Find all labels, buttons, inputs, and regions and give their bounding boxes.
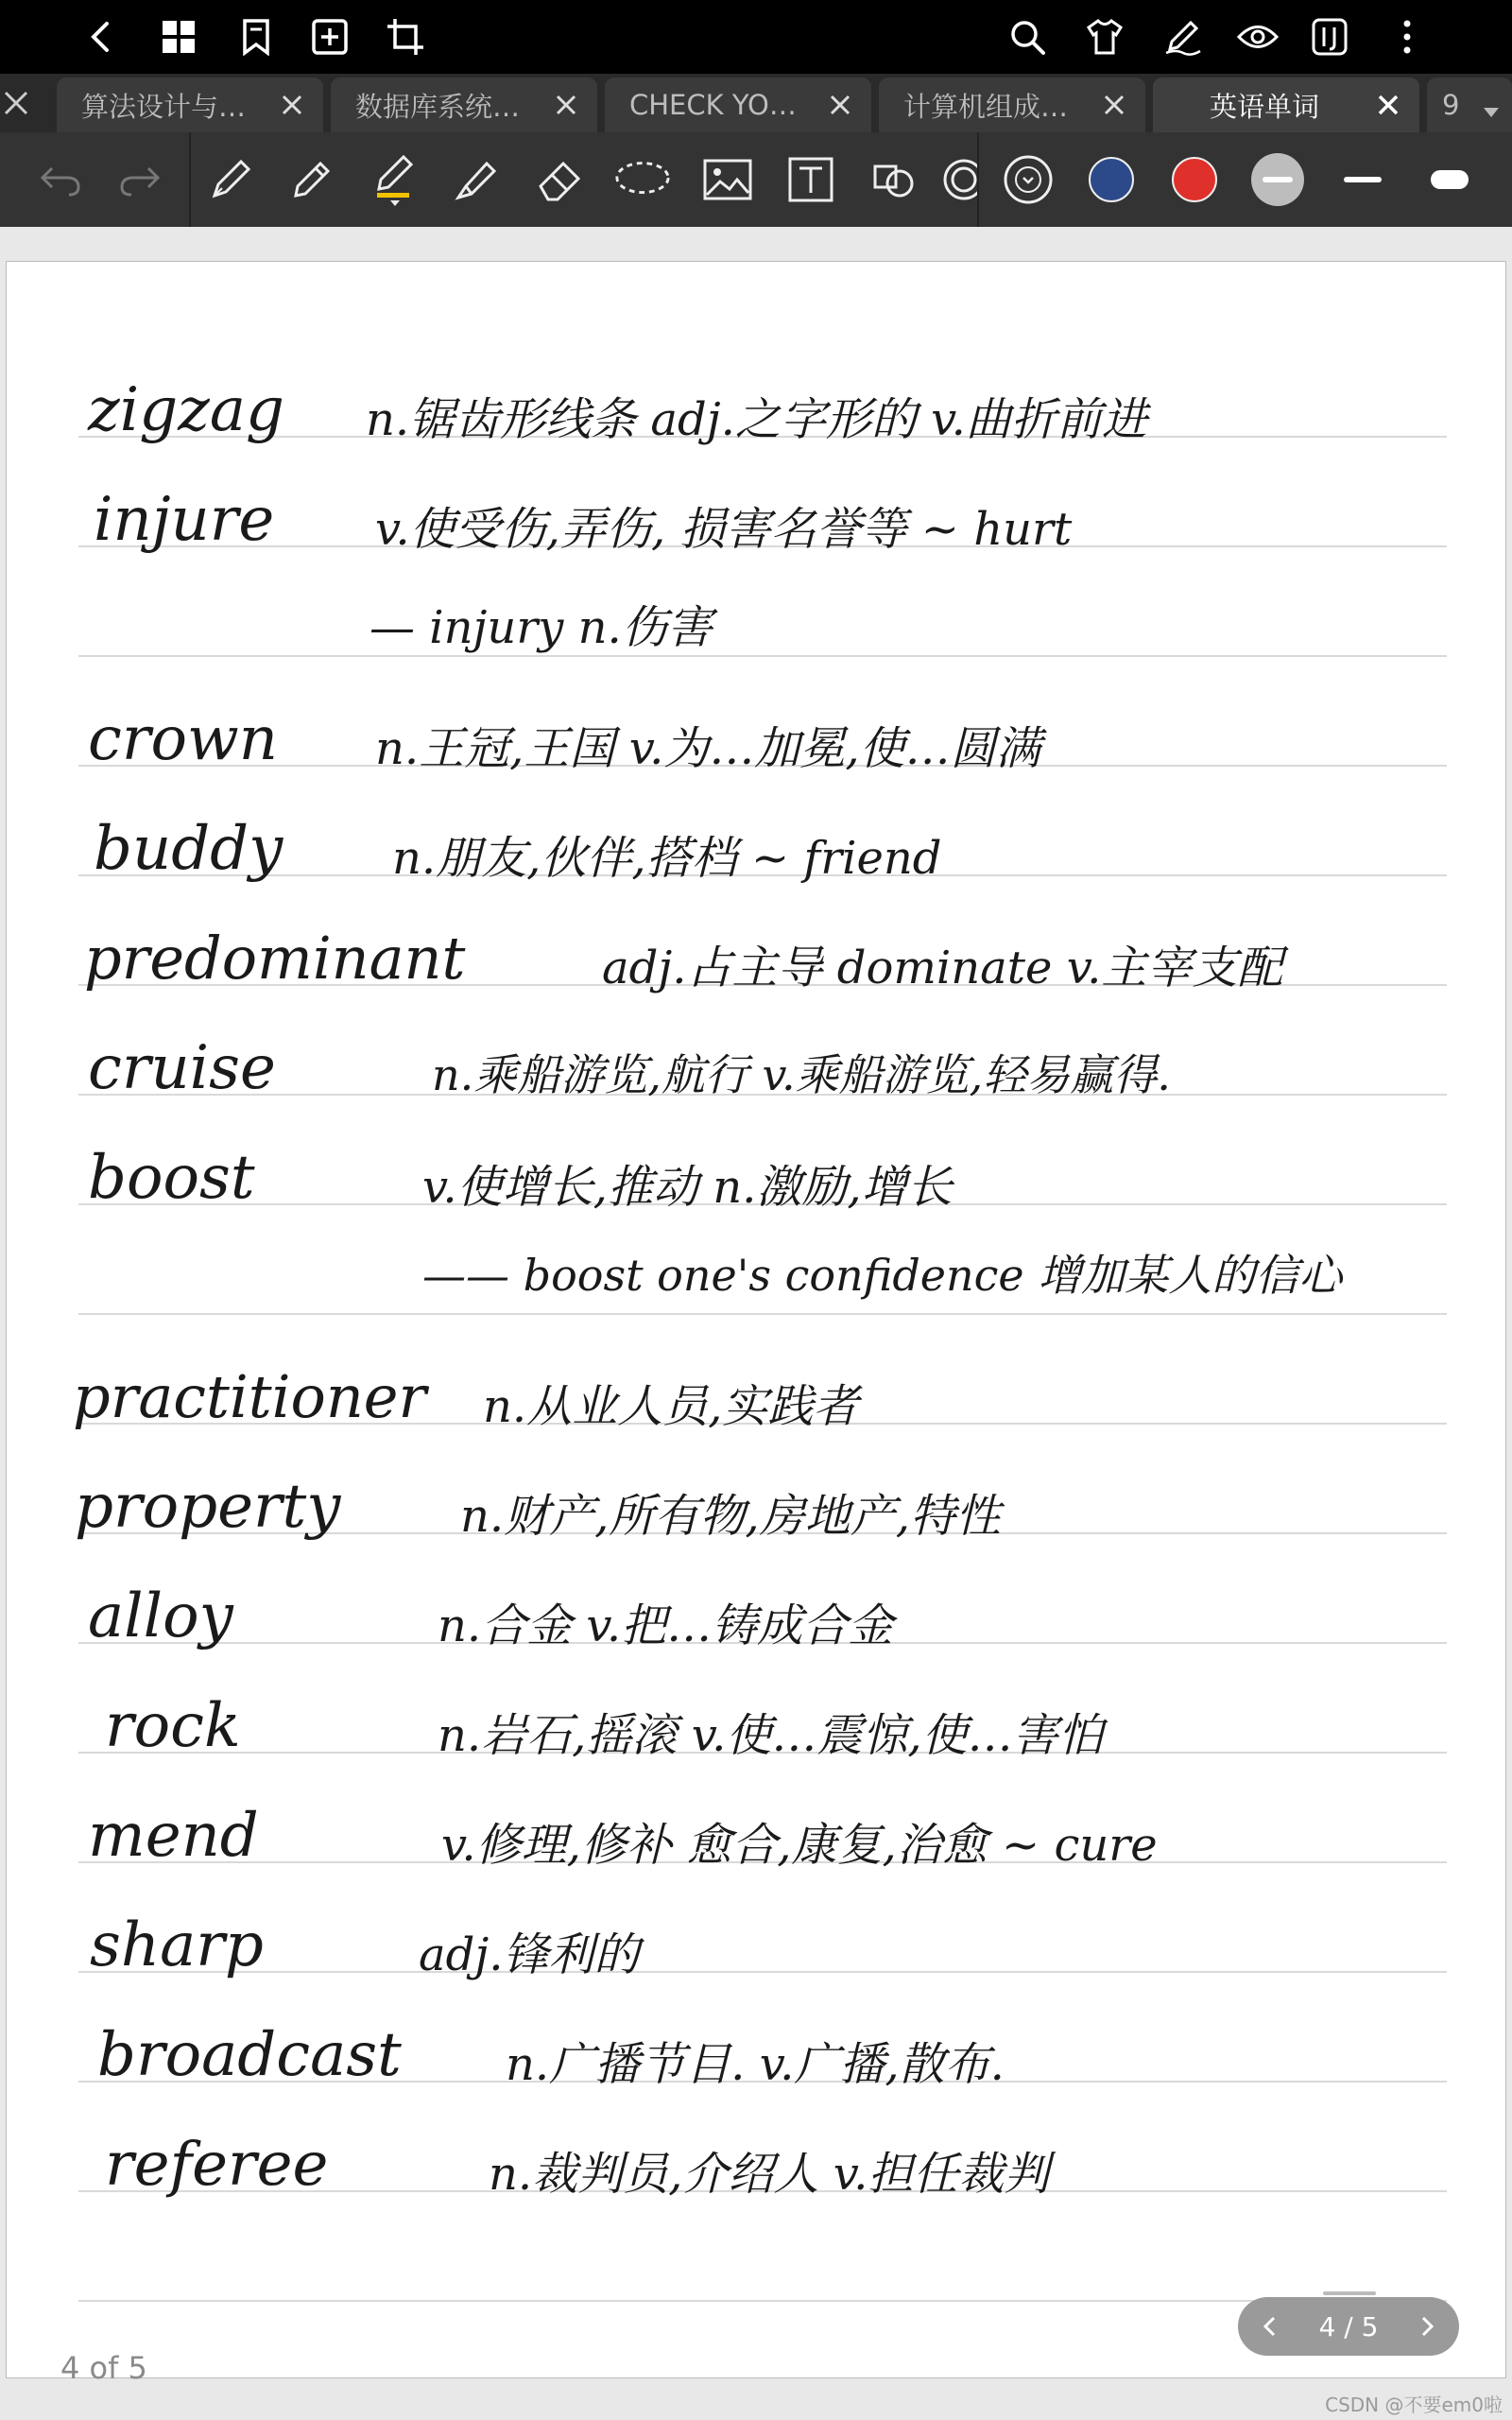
tab-label: 计算机组成… <box>903 90 1069 123</box>
ruled-line <box>78 1971 1447 1973</box>
ij-icon[interactable] <box>1306 13 1353 60</box>
close-icon[interactable] <box>824 89 856 121</box>
entry-definition: n.从业人员,实践者 <box>483 1380 859 1433</box>
pen-edit-icon[interactable] <box>1159 13 1206 60</box>
top-bar <box>0 0 1512 74</box>
entry-definition: adj.锋利的 <box>419 1928 640 1981</box>
drag-handle[interactable] <box>1323 2291 1376 2295</box>
entry-definition: n.锯齿形线条 adj.之字形的 v.曲折前进 <box>366 393 1147 446</box>
entry-definition: v.使受伤,弄伤, 损害名誉等 ~ hurt <box>375 503 1073 556</box>
note-page[interactable] <box>6 261 1506 2378</box>
search-icon[interactable] <box>1004 13 1051 60</box>
tab-label: 算法设计与… <box>81 90 247 123</box>
page-navigator <box>1238 2297 1459 2356</box>
entry-word: sharp <box>90 1910 264 1980</box>
tab-label: 数据库系统… <box>355 90 521 123</box>
entry-definition: n.裁判员,介绍人 v.担任裁判 <box>489 2148 1050 2201</box>
watermark-credit: CSDN @不要em0啦 <box>1325 2394 1503 2416</box>
tab-bar <box>0 74 1512 132</box>
pencil-icon[interactable] <box>284 151 340 208</box>
tab-english-words[interactable] <box>1153 78 1419 132</box>
ruled-line <box>78 1313 1447 1315</box>
entry-definition: n.岩石,摇滚 v.使…震惊,使…害怕 <box>438 1709 1104 1762</box>
entry-word: cruise <box>88 1033 276 1103</box>
page-counter: 4 / 5 <box>1318 2310 1379 2342</box>
color-picker-button[interactable] <box>1000 151 1057 208</box>
undo-icon[interactable] <box>32 151 89 208</box>
tab-check-yo[interactable] <box>605 78 871 132</box>
color-swatch-red[interactable] <box>1166 151 1223 208</box>
shirt-icon[interactable] <box>1081 13 1128 60</box>
entry-word: alloy <box>88 1582 233 1651</box>
stroke-thin-option[interactable] <box>1334 151 1391 208</box>
eye-icon[interactable] <box>1234 13 1281 60</box>
entry-word: predominant <box>84 924 466 993</box>
entry-word: zigzag <box>88 375 284 445</box>
entry-word: property <box>75 1472 341 1542</box>
entry-definition: n.乘船游览,航行 v.乘船游览,轻易赢得. <box>432 1049 1171 1100</box>
entry-word: injure <box>94 485 275 555</box>
redo-icon[interactable] <box>112 151 168 208</box>
bookmark-icon[interactable] <box>232 13 280 60</box>
eraser-icon[interactable] <box>531 151 588 208</box>
entry-definition: n.广播节目. v.广播,散布. <box>506 2038 1005 2091</box>
entry-definition: v.修理,修补 愈合,康复,治愈 ~ cure <box>441 1819 1158 1872</box>
image-icon[interactable] <box>699 151 756 208</box>
close-icon[interactable] <box>1372 89 1404 121</box>
stroke-thick-option[interactable] <box>1421 151 1478 208</box>
entry-word: broadcast <box>97 2020 402 2090</box>
tab-computer-organization[interactable] <box>879 78 1145 132</box>
next-page-button[interactable] <box>1408 2307 1446 2346</box>
entry-word: rock <box>105 1691 241 1761</box>
entry-word: buddy <box>94 814 284 884</box>
more-icon[interactable] <box>1383 13 1431 60</box>
entry-derivative: — injury n.伤害 <box>369 601 713 654</box>
highlighter-icon[interactable] <box>448 151 505 208</box>
page-indicator: 4 of 5 <box>60 2350 147 2386</box>
fountain-pen-icon[interactable] <box>202 151 259 208</box>
ruled-line <box>78 655 1447 657</box>
tab-algorithm-design[interactable] <box>57 78 323 132</box>
close-icon[interactable] <box>550 89 582 121</box>
tab-label: CHECK YO… <box>629 89 797 121</box>
entry-word: practitioner <box>73 1362 427 1431</box>
sticker-icon[interactable] <box>939 151 977 208</box>
chevron-down-icon <box>1482 95 1501 127</box>
lasso-icon[interactable] <box>614 151 671 208</box>
close-icon[interactable] <box>0 87 38 119</box>
previous-page-button[interactable] <box>1251 2307 1289 2346</box>
entry-definition: v.使增长,推动 n.激励,增长 <box>422 1161 953 1214</box>
tab-label: 英语单词 <box>1210 90 1320 123</box>
entry-derivative: —— boost one's confidence 增加某人的信心 <box>422 1250 1343 1301</box>
text-box-icon[interactable] <box>782 151 839 208</box>
ballpoint-pen-icon[interactable] <box>367 151 423 208</box>
entry-word: crown <box>88 704 278 774</box>
entry-word: referee <box>105 2130 329 2200</box>
back-icon[interactable] <box>77 13 125 60</box>
entry-definition: n.朋友,伙伴,搭档 ~ friend <box>392 832 942 885</box>
ruled-line <box>78 2300 1447 2302</box>
close-icon[interactable] <box>276 89 308 121</box>
entry-word: mend <box>88 1801 259 1871</box>
entry-definition: n.财产,所有物,房地产,特性 <box>460 1490 1001 1543</box>
color-swatch-gray[interactable] <box>1249 151 1306 208</box>
entry-word: boost <box>88 1143 255 1213</box>
tab-overflow[interactable] <box>1427 78 1512 132</box>
entry-definition: adj.占主导 dominate v.主宰支配 <box>602 942 1283 994</box>
tab-overflow-count: 9 <box>1442 89 1460 121</box>
color-swatch-blue[interactable] <box>1083 151 1140 208</box>
shape-icon[interactable] <box>866 151 922 208</box>
tool-bar <box>0 132 1512 227</box>
add-page-icon[interactable] <box>306 13 353 60</box>
entry-definition: n.合金 v.把…铸成合金 <box>438 1599 894 1652</box>
tab-database-system[interactable] <box>331 78 597 132</box>
crop-icon[interactable] <box>382 13 429 60</box>
close-icon[interactable] <box>1098 89 1130 121</box>
entry-definition: n.王冠,王国 v.为…加冕,使…圆满 <box>375 722 1041 775</box>
grid-icon[interactable] <box>155 13 202 60</box>
